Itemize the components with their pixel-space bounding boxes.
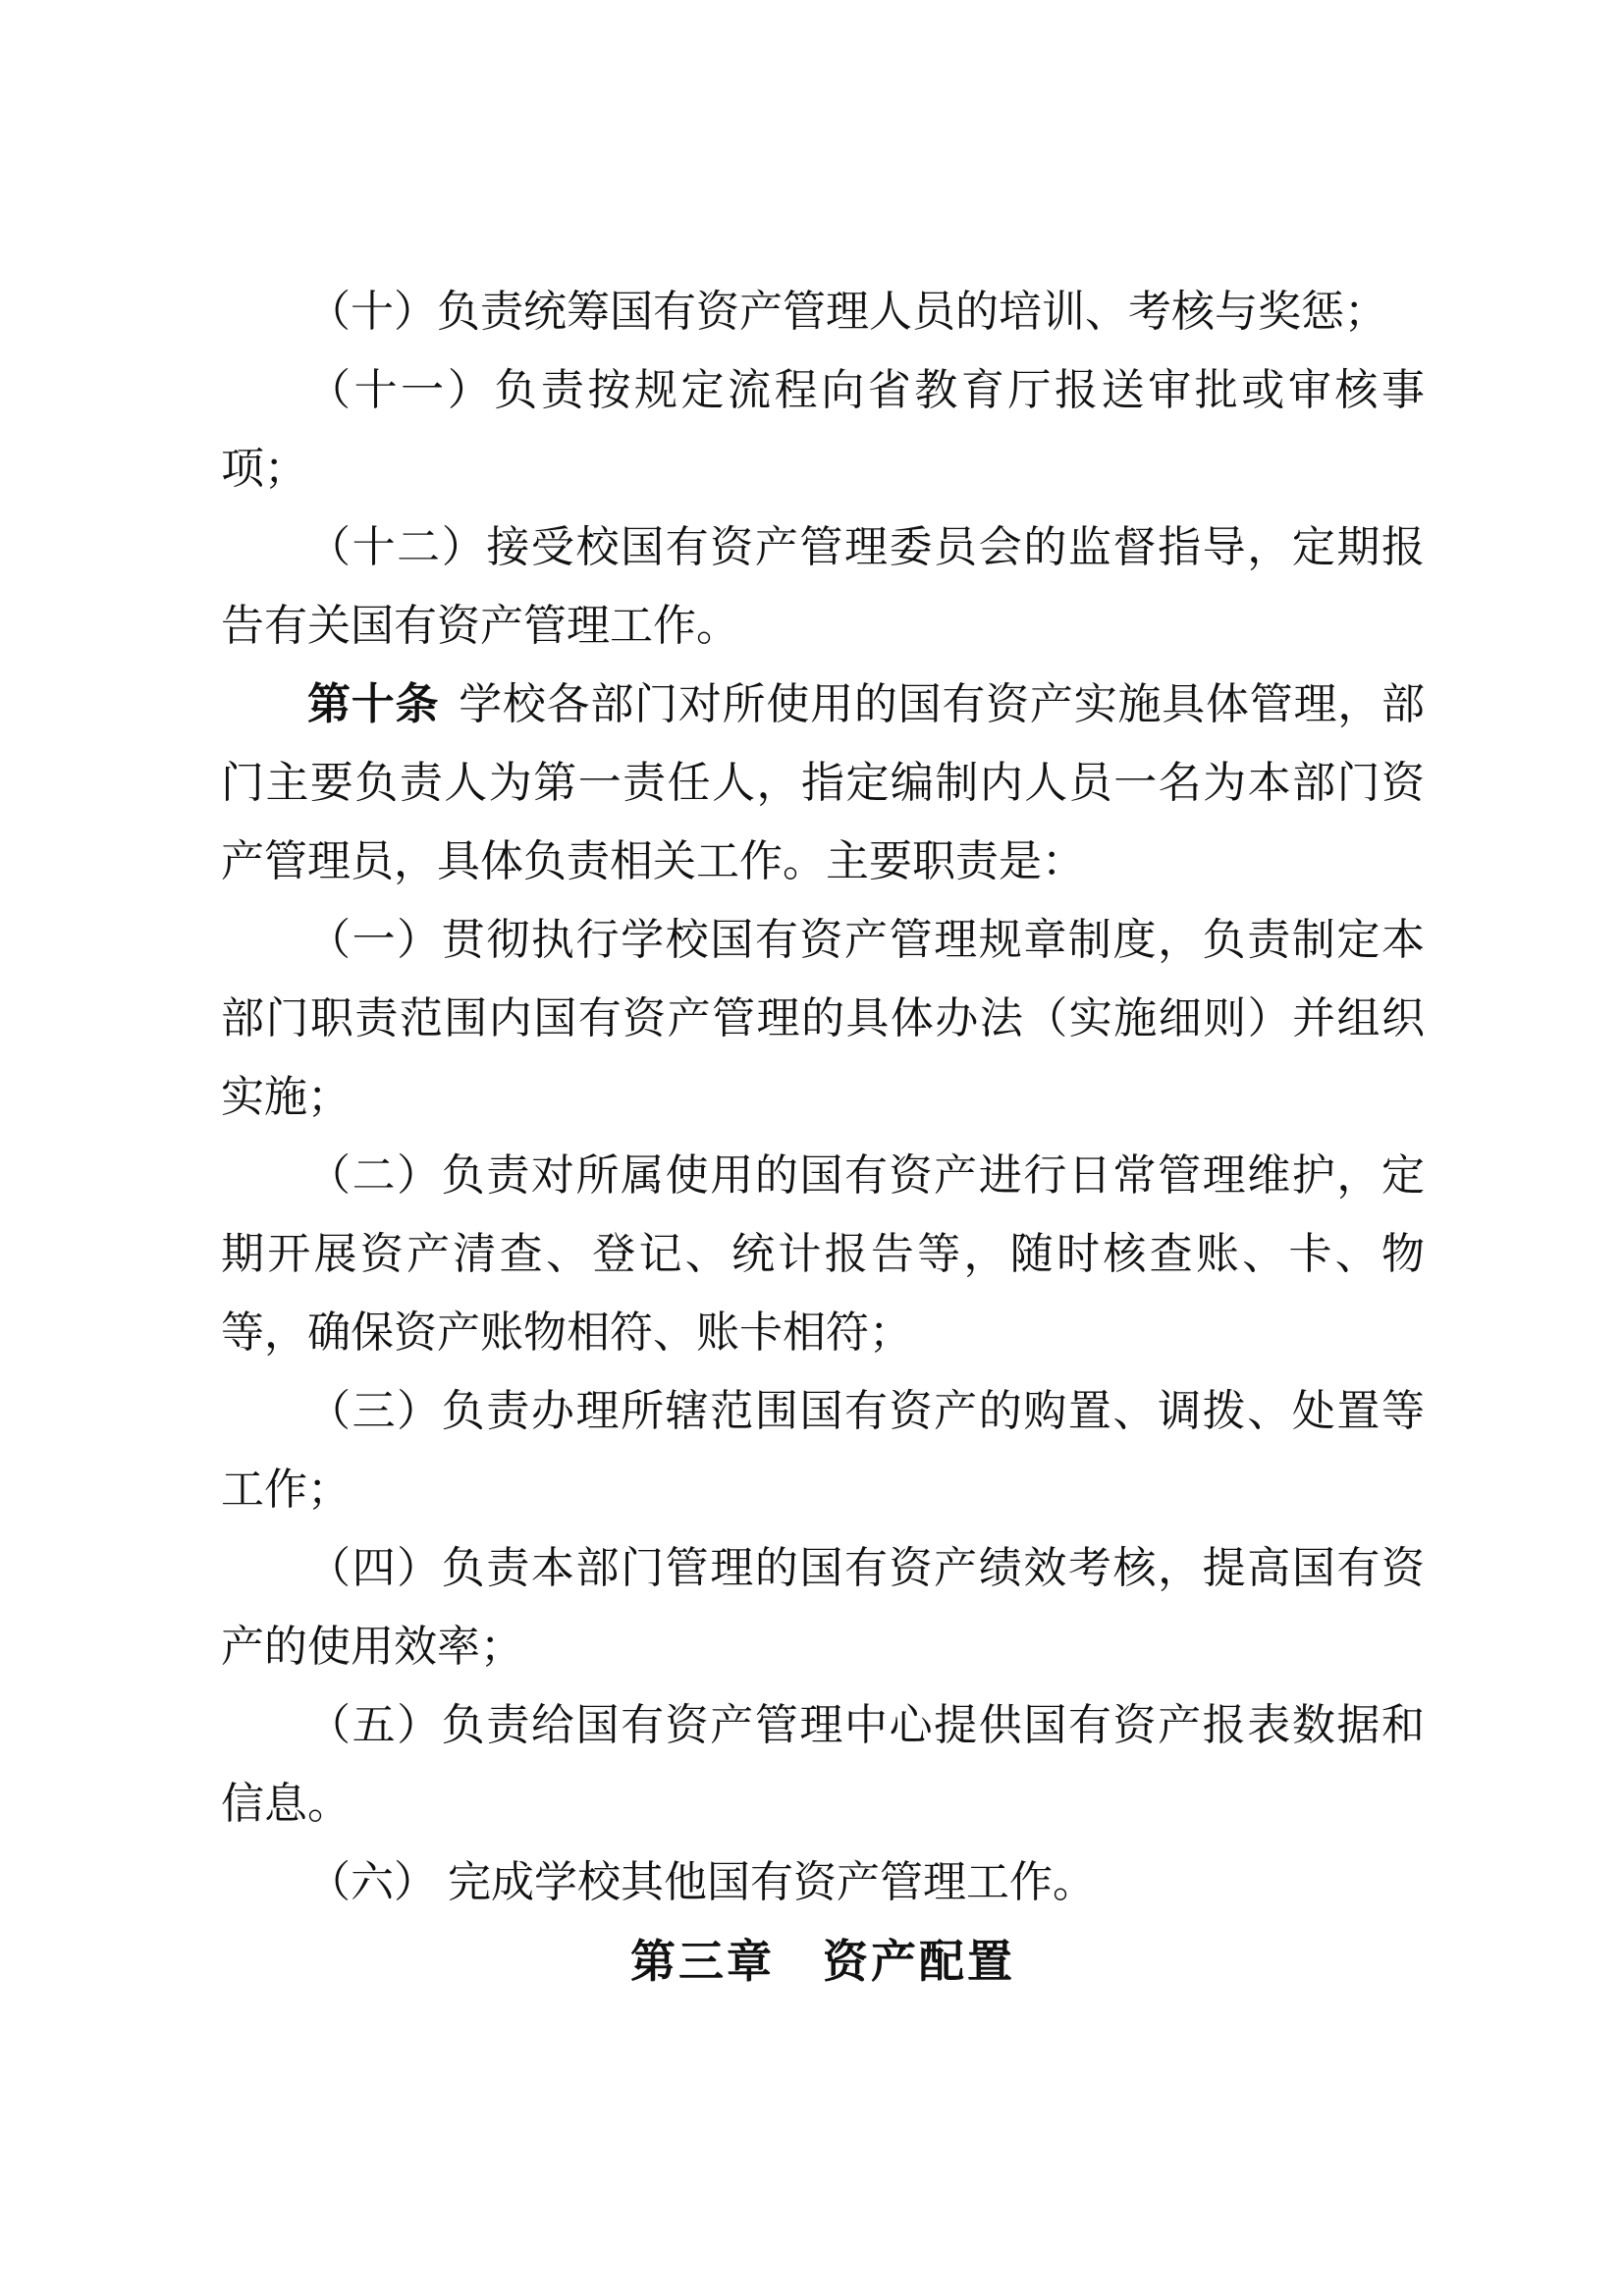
paragraph-item-2 — [221, 1137, 1425, 1372]
paragraph-item-11 — [221, 351, 1425, 508]
paragraph-text: （六） 完成学校其他国有资产管理工作。 — [307, 1858, 1096, 1906]
paragraph-text: （十）负责统筹国有资产管理人员的培训、考核与奖惩； — [307, 288, 1387, 336]
paragraph-item-12 — [221, 508, 1425, 666]
article-number: 第十条 — [307, 680, 440, 728]
paragraph-item-5 — [221, 1686, 1425, 1843]
paragraph-text: （五）负责给国有资产管理中心提供国有资产报表数据和信息。 — [221, 1701, 1425, 1828]
paragraph-article-10 — [221, 666, 1425, 901]
paragraph-text: （二）负责对所属使用的国有资产进行日常管理维护，定期开展资产清查、登记、统计报告等，随时核查账、卡、物等，确保资产账物相符、账卡相符； — [221, 1151, 1425, 1357]
chapter-heading: 第三章 资产配置 — [630, 1936, 1015, 1987]
paragraph-item-10 — [221, 273, 1425, 351]
paragraph-text: 学校各部门对所使用的国有资产实施具体管理，部门主要负责人为第一责任人，指定编制内人员一名为本部门资产管理员，具体负责相关工作。主要职责是： — [221, 680, 1426, 885]
document-body — [221, 273, 1425, 2001]
paragraph-text: （四）负责本部门管理的国有资产绩效考核，提高国有资产的使用效率； — [221, 1544, 1425, 1671]
paragraph-item-6 — [221, 1843, 1425, 1922]
paragraph-text: （一）贯彻执行学校国有资产管理规章制度，负责制定本部门职责范围内国有资产管理的具体办法（实施细则）并组织实施； — [221, 916, 1425, 1121]
paragraph-text: （三）负责办理所辖范围国有资产的购置、调拨、处置等工作； — [221, 1387, 1425, 1514]
paragraph-text: （十一）负责按规定流程向省教育厅报送审批或审核事项； — [221, 366, 1425, 493]
paragraph-item-1 — [221, 901, 1425, 1137]
paragraph-item-3 — [221, 1372, 1425, 1529]
paragraph-item-4 — [221, 1529, 1425, 1686]
paragraph-text: （十二）接受校国有资产管理委员会的监督指导，定期报告有关国有资产管理工作。 — [221, 523, 1425, 650]
